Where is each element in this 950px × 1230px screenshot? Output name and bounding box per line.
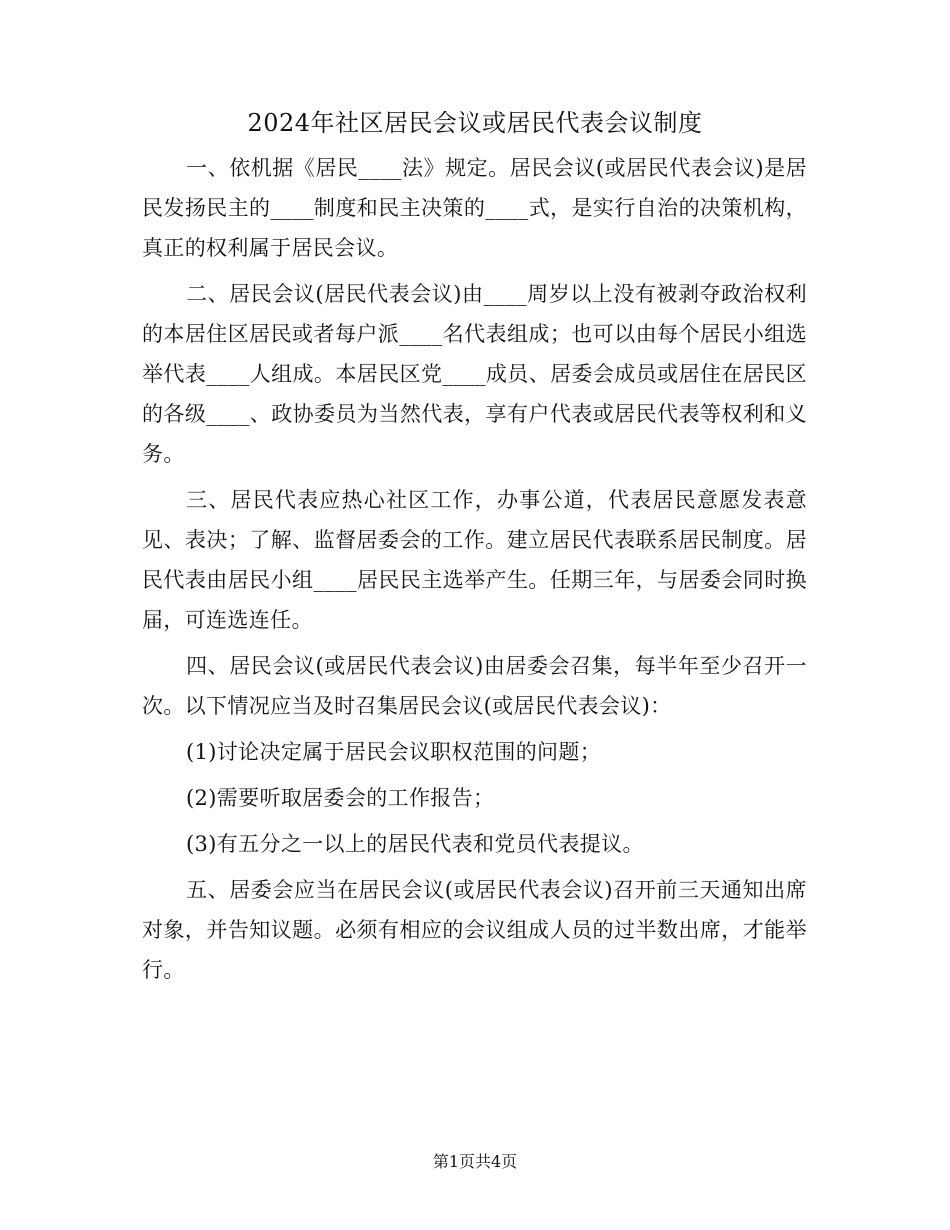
paragraph-2: 二、居民会议(居民代表会议)由____周岁以上没有被剥夺政治权利的本居住区居民或者每户派____名代表组成；也可以由每个居民小组选举代表____人组成。本居民区党____成员、居委会成员或居住在居民区的各级____、政协委员为当然代表，享有户代表或居民代表等权利和义务。 [142,282,807,466]
document-body [142,148,807,996]
page-indicator: 第1页共4页 [432,1152,518,1171]
document-title: 2024年社区居民会议或居民代表会议制度 [247,109,703,137]
list-item-2: (2)需要听取居委会的工作报告； [186,786,495,810]
paragraph-4: 四、居民会议(或居民代表会议)由居委会召集，每半年至少召开一次。以下情况应当及时召集居民会议(或居民代表会议)： [142,654,807,718]
paragraph-3: 三、居民代表应热心社区工作，办事公道，代表居民意愿发表意见、表决；了解、监督居委会的工作。建立居民代表联系居民制度。居民代表由居民小组____居民民主选举产生。任期三年，与居委会同时换届，可连选连任。 [142,488,807,632]
list-item-1: (1)讨论决定属于居民会议职权范围的问题； [186,740,602,764]
paragraph-1: 一、依机据《居民____法》规定。居民会议(或居民代表会议)是居民发扬民主的____制度和民主决策的____式，是实行自治的决策机构，真正的权利属于居民会议。 [142,156,807,260]
list-item-3: (3)有五分之一以上的居民代表和党员代表提议。 [186,832,644,856]
paragraph-5: 五、居委会应当在居民会议(或居民代表会议)召开前三天通知出席对象，并告知议题。必须有相应的会议组成人员的过半数出席，才能举行。 [142,878,807,982]
